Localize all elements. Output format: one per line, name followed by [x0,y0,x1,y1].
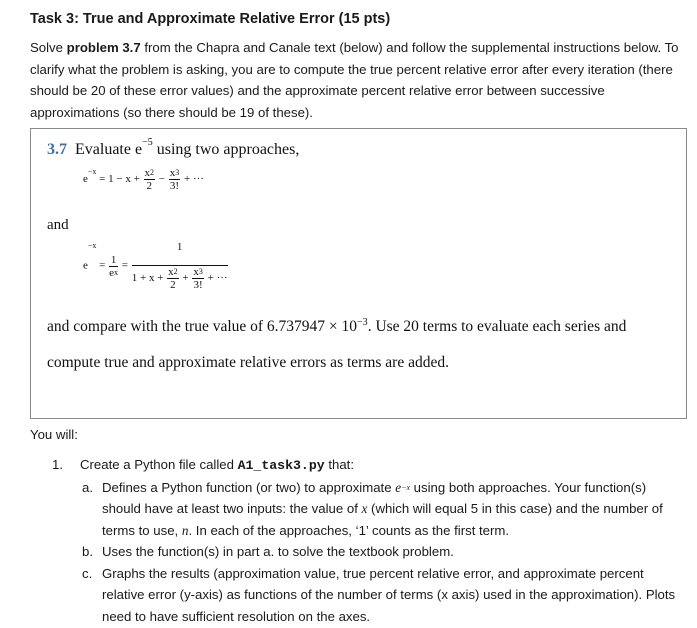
eq2-equals-1: = [96,259,109,272]
list-item-1a: a. Defines a Python function (or two) to approximate $e^{-x}$ using both approaches. Your function(s) should have at least two inputs: the value of x (which will equal 5 in this case) and the number of terms to use, n. In each of the approaches, ‘1’ counts as the first term. [30,477,680,542]
eq2-lhs-exp: −x [87,241,97,250]
eq1-lhs-exp: −x [87,167,97,176]
instruction-list [30,454,680,627]
list-marker-b: b. [82,544,93,559]
problem-statement [47,137,300,159]
list-marker-1: 1. [52,457,63,472]
intro-pre: Solve [30,40,67,55]
compare-exponent: −3 [357,317,368,328]
task-title: Task 3: True and Approximate Relative Error (15 pts) [30,11,391,27]
intro-post: from the Chapra and Canale text (below) and follow the supplemental instructions below. To clarify what the problem is asking, you are to compute the true percent relative error after every iteration (there should be 20 of these error values) and the approximate percent relative error between successive approximations (so there should be 19 of these). [30,40,679,120]
a-expression: $e^{-x}$ [395,479,411,495]
eq2-lhs: e [83,259,88,272]
compare-post: . Use 20 terms to evaluate each series and compute true and approximate relative errors as terms are added. [47,318,627,371]
list-item-1c: c. Graphs the results (approximation value, true percent relative error, and approximate percent relative error (y-axis) as functions of the number of terms (x axis) used in the approximation). Plots need to have sufficient resolution on the axes. [30,563,680,628]
eq2-equals-2: = [119,259,131,272]
eq1-terms-b: − [156,173,168,186]
python-filename: A1_task3.py [237,458,325,473]
series-equation-2 [83,241,229,303]
list-marker-a: a. [82,479,93,495]
list-item-1: 1. Create a Python file called A1_task3.py that: [30,454,680,477]
list-marker-c: c. [82,565,93,581]
compare-pre: and compare with the true value of 6.737947 × 10 [47,318,358,335]
fraction-x2-over-2: $\frac{x^2}{2}$ [144,167,155,192]
fraction-reciprocal-series: 1 1 + x + $\frac{x^2}{2}$ + $\frac{x^3}{3!}$ + ··· [131,241,228,291]
textbook-problem-box [30,128,687,419]
problem-number: 3.7 [47,141,67,158]
statement-exponent: −5 [142,137,153,148]
eq1-terms-c: + ··· [181,173,204,186]
and-label: and [47,217,69,233]
compare-instruction [47,309,677,381]
series-equation-1 [83,167,204,203]
fraction-x3-over-3fact: $\frac{x^3}{3!}$ [169,167,180,192]
eq1-lhs: e [83,173,88,186]
list-item-1b: b. Uses the function(s) in part a. to solve the textbook problem. [30,541,680,563]
fraction-1-over-ex: $\frac{1}{e^x}$ [109,253,119,279]
intro-problem-ref: problem 3.7 [66,40,141,55]
statement-pre: Evaluate e [75,141,143,158]
statement-post: using two approaches, [152,141,300,158]
eq1-terms-a: = 1 − x + [96,173,143,186]
task-intro [30,37,680,123]
you-will-heading: You will: [30,427,78,442]
